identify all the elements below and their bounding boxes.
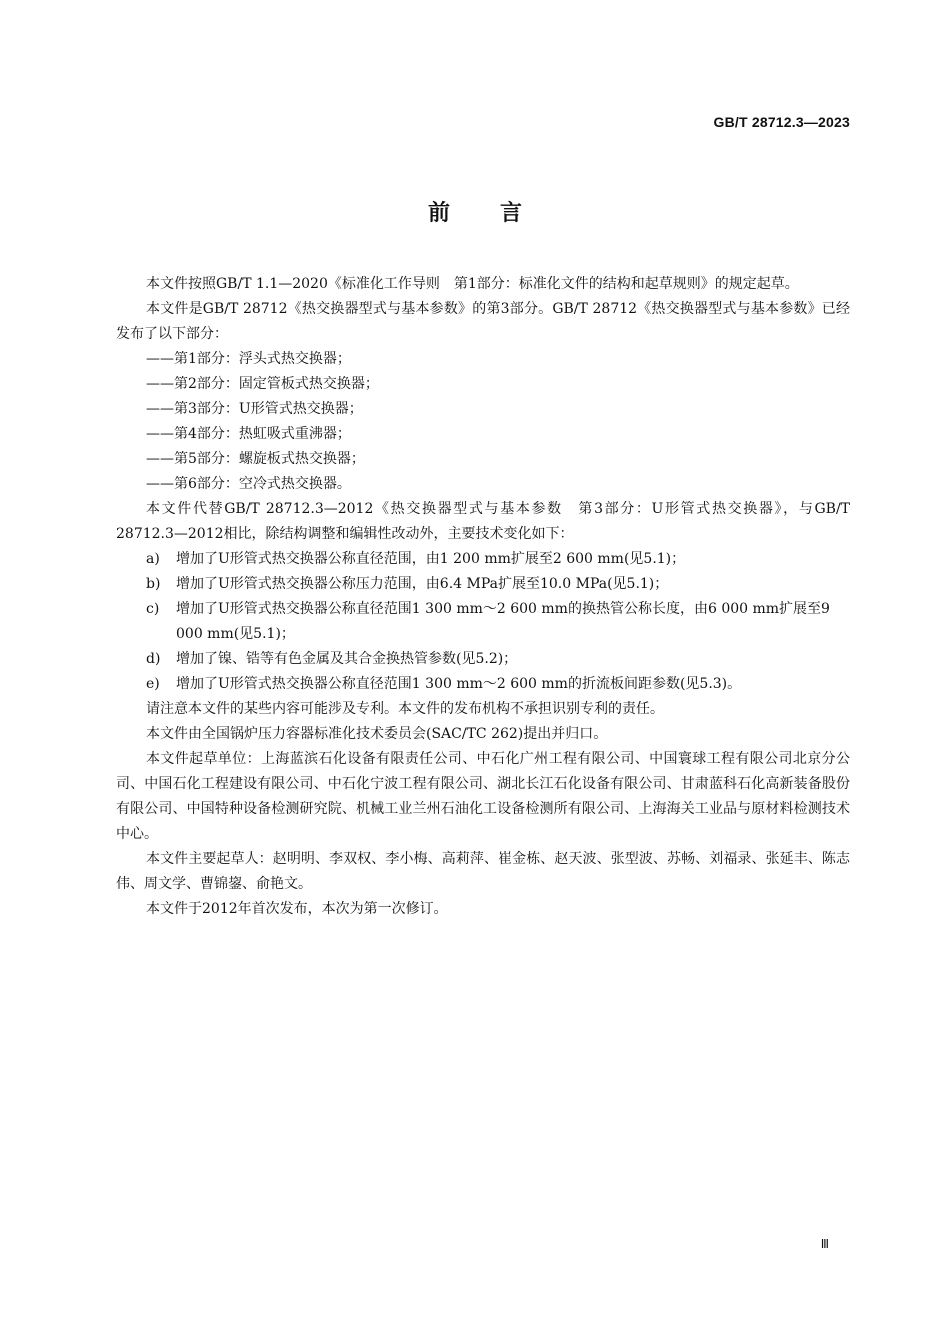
list-item-part: ——第5部分：螺旋板式热交换器；	[146, 451, 365, 467]
list-item-text: 增加了镍、锆等有色金属及其合金换热管参数(见5.2)；	[176, 651, 518, 667]
list-item-part: ——第6部分：空冷式热交换器。	[146, 476, 351, 492]
list-item-part: ——第1部分：浮头式热交换器；	[146, 351, 351, 367]
list-item-label: e)	[146, 676, 160, 692]
list-item-text: 增加了U形管式热交换器公称直径范围1 300 mm～2 600 mm的换热管公称长度，由6 000 mm扩展至9 000 mm(见5.1)；	[176, 601, 830, 642]
paragraph-drafting-rules: 本文件按照GB/T 1.1—2020《标准化工作导则 第1部分：标准化文件的结构和起草规则》的规定起草。	[146, 276, 799, 292]
document-body	[116, 272, 850, 922]
list-item-change	[116, 597, 850, 647]
list-item-change	[116, 572, 850, 597]
paragraph-patent-notice: 请注意本文件的某些内容可能涉及专利。本文件的发布机构不承担识别专利的责任。	[146, 701, 664, 717]
paragraph-replacement: 本文件代替GB/T 28712.3—2012《热交换器型式与基本参数 第3部分：U形管式热交换器》，与GB/T 28712.3—2012相比，除结构调整和编辑性改动外，主要技术变化如下：	[116, 501, 850, 542]
standard-code: GB/T 28712.3—2023	[713, 114, 850, 130]
paragraph-drafters: 本文件主要起草人：赵明明、李双权、李小梅、高莉萍、崔金栋、赵天波、张型波、苏畅、刘福录、张延丰、陈志伟、周文学、曹锦鋆、俞艳文。	[116, 851, 850, 892]
page-number: Ⅲ	[820, 1237, 829, 1251]
list-item-text: 增加了U形管式热交换器公称直径范围，由1 200 mm扩展至2 600 mm(见5.1)；	[176, 551, 686, 567]
list-item-text: 增加了U形管式热交换器公称直径范围1 300 mm～2 600 mm的折流板间距参数(见5.3)。	[176, 676, 742, 692]
list-item-part: ——第4部分：热虹吸式重沸器；	[146, 426, 351, 442]
list-item-text: 增加了U形管式热交换器公称压力范围，由6.4 MPa扩展至10.0 MPa(见5.1)；	[176, 576, 669, 592]
list-item-change	[116, 647, 850, 672]
list-item-label: d)	[146, 651, 161, 667]
list-item-change	[116, 547, 850, 572]
list-item-label: c)	[146, 601, 160, 617]
page-title: 前言	[427, 201, 572, 226]
paragraph-series-intro: 本文件是GB/T 28712《热交换器型式与基本参数》的第3部分。GB/T 28712《热交换器型式与基本参数》已经发布了以下部分：	[116, 301, 850, 342]
paragraph-committee: 本文件由全国锅炉压力容器标准化技术委员会(SAC/TC 262)提出并归口。	[146, 726, 608, 742]
paragraph-history: 本文件于2012年首次发布，本次为第一次修订。	[146, 901, 448, 917]
list-item-change	[116, 672, 850, 697]
list-item-label: b)	[146, 576, 161, 592]
list-item-label: a)	[146, 551, 160, 567]
list-item-part: ——第2部分：固定管板式热交换器；	[146, 376, 379, 392]
paragraph-drafting-units: 本文件起草单位：上海蓝滨石化设备有限责任公司、中石化广州工程有限公司、中国寰球工程有限公司北京分公司、中国石化工程建设有限公司、中石化宁波工程有限公司、湖北长江石化设备有限公司、甘肃蓝科石化高新装备股份有限公司、中国特种设备检测研究院、机械工业兰州石油化工设备检测所有限公司、上海海关工业品与原材料检测技术中心。	[116, 751, 850, 842]
list-item-part: ——第3部分：U形管式热交换器；	[146, 401, 363, 417]
